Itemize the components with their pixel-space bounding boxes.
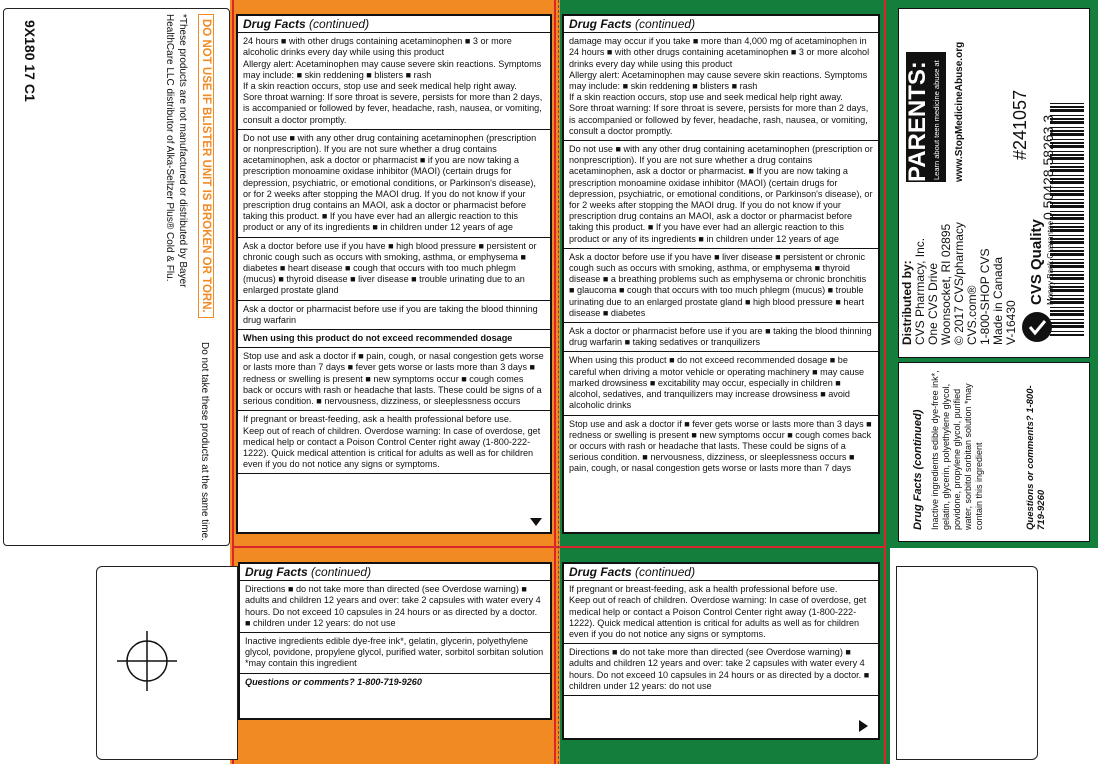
red-rule (232, 546, 886, 548)
made-in: Made in Canada (991, 256, 1005, 345)
drug-facts-header: Drug Facts (continued) (564, 19, 878, 33)
stop-use-section: Stop use and ask a doctor if ■ fever gets worse or lasts more than 3 days ■ redness or swelling is present ■ new symptoms occur ■ cough comes back or occurs with rash or headache that lasts. These could be signs of a serious condition. ■ nervousness, dizziness, or sleeplessness occurs ■ pain, cough, or nasal congestion gets worse or lasts more than 7 days (569, 418, 872, 474)
inactive-ingredients-section: Inactive ingredients edible dye-free ink*, gelatin, glycerin, polyethylene glycol, povidone, propylene glycol, purified water, sorbitol sorbitan solution *may contain this ingredient (240, 636, 550, 674)
bottom-left-flap (96, 566, 238, 760)
drug-facts-orange-bottom (238, 562, 552, 720)
phone: 1-800-SHOP CVS (978, 248, 992, 345)
red-rule (884, 0, 886, 764)
bottom-right-flap (896, 566, 1038, 760)
brand-quality: CVS Quality (1028, 219, 1045, 305)
do-not-use-section: Do not use ■ with any other drug containing acetaminophen (prescription or nonprescription). If you are not sure whether a drug contains acetaminophen, ask a doctor or pharmacist. ■ If you are now taking a prescription monoamine oxidase inhibitor (MAOI) (certain drugs for depression, psychiatric, or emotional conditions, or Parkinson's disease), or for 2 weeks after stopping the MAOI drug. If you do not know if your prescription drug contains an MAOI, ask a doctor or pharmacist before taking this product. ■ If you have ever had an allergic reaction to this product or any of its ingredients ■ in children under 12 years of age (564, 144, 878, 249)
parents-sub: Learn about teen medicine abuse at (932, 60, 941, 180)
when-using-section: When using this product do not exceed recommended dosage (238, 333, 550, 348)
carton-code: 9X180 17 C1 (22, 20, 38, 102)
barcode-digits: 0 50428 58263 3 (1040, 114, 1056, 220)
address-line-2: Woonsocket, RI 02895 (939, 223, 953, 345)
drug-facts-header: Drug Facts (continued) (564, 567, 878, 581)
ask-doctor-section: Ask a doctor before use if you have ■ high blood pressure ■ persistent or chronic cough such as occurs with smoking, asthma, or emphysema ■ diabetes ■ heart disease ■ cough that occurs with too much phlegm (mucus) ■ thyroid disease ■ liver disease ■ trouble urinating due to an enlarged prostate gland (238, 241, 550, 301)
do-not-use-section: Do not use ■ with any other drug containing acetaminophen (prescription or nonprescription). If you are not sure whether a drug contains acetaminophen, ask a doctor or pharmacist ■ if you are now taking a prescription monoamine oxidase inhibitor (MAOI) (certain drugs for depression, psychiatric, or emotional conditions, or Parkinson's disease), or for 2 weeks after stopping the MAOI drug. If you do not know if your prescription drug contains an MAOI, ask a doctor or pharmacist before taking this product. ■ If you have ever had an allergic reaction to this product or any of its ingredients ■ in children under 12 years of age (238, 133, 550, 238)
blister-warning: DO NOT USE IF BLISTER UNIT IS BROKEN OR TORN. (198, 14, 214, 318)
directions-section: Directions ■ do not take more than directed (see Overdose warning) ■ adults and children 12 years and over: take 2 capsules with water every 4 hours. Do not exceed 10 capsules in 24 hours or as directed by a doctor. ■ children under 12 years: do not use (240, 584, 550, 633)
directions-section: Directions ■ do not take more than directed (see Overdose warning) ■ adults and children 12 years and over: take 2 capsules with water every 4 hours. Do not exceed 10 capsules in 24 hours or as directed by a doctor. ■ children under 12 years: do not use (564, 647, 878, 696)
item-number: #241057 (1010, 89, 1030, 160)
pregnancy-section: If pregnant or breast-feeding, ask a health professional before use. Keep out of reach of children. Overdose warning: In case of overdose, get medical help or contact a Poison Control Center right away (1-800-222-1222). Quick medical attention is critical for adults as well as for children even if you do not notice any signs or symptoms. (564, 584, 878, 644)
disclaimer-line-1: *These products are not manufactured or distributed by Bayer (177, 14, 188, 288)
website: CVS.com® (965, 285, 979, 345)
drug-facts-orange-top (236, 14, 552, 534)
df-continued-header: Drug Facts (continued) (912, 409, 924, 530)
stop-use-section: Stop use and ask a doctor if ■ pain, cough, or nasal congestion gets worse or lasts more than 7 days ■ fever gets worse or lasts more than 3 days ■ redness or swelling is present ■ new symptoms occur ■ cough comes back or occurs with rash or headache that lasts. These could be signs of a serious condition. ■ nervousness, dizziness, or sleeplessness occurs (238, 351, 550, 411)
when-using-section: When using this product ■ do not exceed recommended dosage ■ be careful when driving a motor vehicle or operating machinery ■ may cause marked drowsiness ■ excitability may occur, especially in children ■ alcohol, sedatives, and tranquilizers may increase drowsiness ■ avoid alcoholic drinks (564, 355, 878, 415)
drug-facts-header: Drug Facts (continued) (238, 19, 550, 33)
drug-facts-header: Drug Facts (continued) (240, 567, 550, 581)
store-temp: Store at 20-25°C (68-77°F). (1066, 417, 1077, 540)
continue-arrow-icon (859, 720, 868, 732)
pregnancy-section: If pregnant or breast-feeding, ask a health professional before use. Keep out of reach of children. Overdose warning: In case of overdose, get medical help or contact a Poison Control Center right away (1-800-222-1222). Quick medical attention is critical for adults as well as for children even if you do not notice any signs or symptoms. (238, 414, 550, 474)
parents-url: www.StopMedicineAbuse.org (954, 41, 965, 182)
registration-mark-icon (117, 631, 177, 691)
continue-arrow-icon (530, 518, 542, 526)
questions-section: Questions or comments? 1-800-719-9260 (245, 676, 422, 687)
distributed-by: Distributed by: (900, 260, 914, 345)
same-time-warning: Do not take these products at the same time. (199, 342, 210, 541)
red-rule (554, 0, 556, 764)
warnings-section: 24 hours ■ with other drugs containing acetaminophen ■ 3 or more alcoholic drinks every day while using this product Allergy alert: Acetaminophen may cause severe skin reactions. Symptoms may include: ■ skin reddening ■ blisters ■ rash If a skin reaction occurs, stop use and seek medical help right away. Sore throat warning: If sore throat is severe, persists for more than 2 days, is accompanied or followed by fever, headache, rash, nausea, or vomiting, consult a doctor promptly. (238, 36, 550, 130)
disclaimer-line-2: HealthCare LLC distributor of Alka-Seltzer Plus® Cold & Flu. (164, 14, 175, 282)
fold-line (558, 0, 559, 764)
company-name: CVS Pharmacy, Inc. (913, 237, 927, 345)
version-code: V-16430 (1004, 300, 1018, 345)
ask-pharmacist-section: Ask a doctor or pharmacist before use if you are ■ taking the blood thinning drug warfarin ■ taking sedatives or tranquilizers (564, 326, 878, 352)
parents-title: PARENTS: (904, 61, 931, 182)
ask-doctor-section: Ask a doctor before use if you have ■ liver disease ■ persistent or chronic cough such as occurs with smoking, asthma, or emphysema ■ thyroid disease ■ a breathing problems such as emphysema or chronic bronchitis ■ glaucoma ■ cough that occurs with too much phlegm (mucus) ■ trouble urinating due to an enlarged prostate gland ■ high blood pressure ■ heart disease ■ diabetes (564, 252, 878, 323)
checkmark-icon (1022, 312, 1052, 342)
ask-pharmacist-section: Ask a doctor or pharmacist before use if you are taking the blood thinning drug warfarin (238, 304, 550, 330)
drug-facts-green-bottom (562, 562, 880, 740)
drug-facts-green-top (562, 14, 880, 534)
right-inactive: Inactive ingredients edible dye-free ink*, gelatin, glycerin, polyethylene glycol, povidone, propylene glycol, purified water, sorbitol sorbitan solution *may contain this ingredient (930, 370, 984, 530)
warnings-section: damage may occur if you take ■ more than 4,000 mg of acetaminophen in 24 hours ■ with other drugs containing acetaminophen ■ 3 or more alcohol drinks every day while using this product Allergy alert: Acetaminophen may cause severe skin reactions. Symptoms may include: ■ skin reddening ■ blisters ■ rash If a skin reaction occurs, stop use and seek medical help right away. Sore throat warning: If sore throat is severe, persists for more than 2 days, is accompanied or followed by fever, headache, rash, nausea, or vomiting, consult a doctor promptly. (564, 36, 878, 141)
right-questions: Questions or comments? 1-800-719-9260 (1025, 385, 1047, 530)
inactive-panel (898, 362, 1090, 542)
address-line-1: One CVS Drive (926, 262, 940, 345)
money-back: Money Back Guarantee (1046, 220, 1055, 305)
copyright: © 2017 CVS/pharmacy (952, 222, 966, 345)
